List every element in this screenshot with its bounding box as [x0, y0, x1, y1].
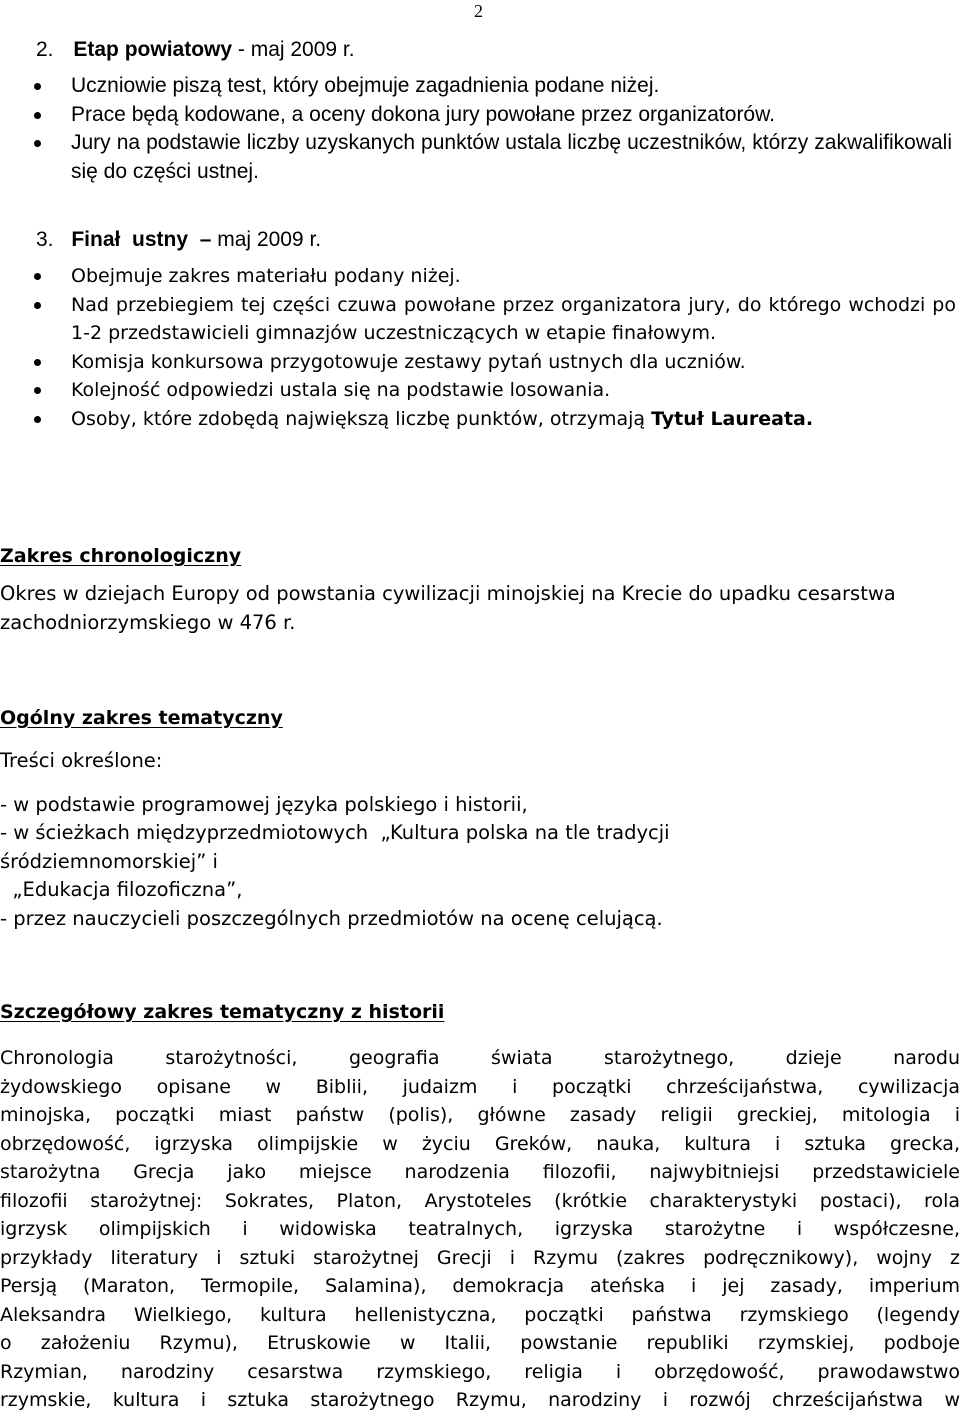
list-item: Osoby, które zdobędą największą liczbę punktów, otrzymają Tytuł Laureata.	[0, 405, 956, 434]
text-line: żydowskiego opisane w Biblii, judaizm i początki chrześcijaństwa, cywilizacja	[0, 1075, 960, 1098]
list-item: Jury na podstawie liczby uzyskanych punktów ustala liczbę uczestników, którzy zakwalifikowali się do części ustnej.	[0, 129, 952, 186]
stage-2-heading	[0, 36, 960, 64]
laureate-title: Tytuł Laureata.	[651, 407, 814, 430]
text-line: - przez nauczycieli poszczególnych przedmiotów na ocenę celującą.	[0, 906, 663, 930]
stage-2-number: 2.	[36, 38, 54, 61]
general-scope-heading: Ogólny zakres tematyczny	[0, 707, 283, 729]
text-line: przykłady literatury i sztuki starożytnej Grecji i Rzymu (zakres podręcznikowy), wojny z	[0, 1246, 960, 1269]
text-line: minojska, początki miast państw (polis), główne zasady religii greckiej, mitologia i	[0, 1104, 960, 1126]
list-item: Obejmuje zakres materiału podany niżej.	[0, 262, 956, 291]
text-line: Rzymian, narodziny cesarstwa rzymskiego, religia i obrzędowość, prawodawstwo	[0, 1360, 960, 1383]
stage-3-title: Finał ustny –	[71, 228, 212, 251]
chronology-text: Okres w dziejach Europy od powstania cywilizacji minojskiej na Krecie do upadku cesarstwa zachodniorzymskiego w 476 r.	[0, 582, 896, 634]
list-item: Uczniowie piszą test, który obejmuje zagadnienia podane niżej.	[0, 72, 952, 101]
general-scope-subheading: Treści określone:	[0, 749, 163, 772]
text-line: igrzysk olimpijskich i widowiska teatralnych, igrzyska starożytne i współczesne,	[0, 1218, 960, 1240]
list-item: Prace będą kodowane, a oceny dokona jury powołane przez organizatorów.	[0, 101, 952, 130]
detailed-scope-text	[0, 1044, 960, 1415]
detailed-scope-section	[0, 998, 960, 1415]
text-line: Persją (Maraton, Termopile, Salamina), demokracja ateńska i jej zasady, imperium	[0, 1275, 960, 1297]
list-item: Komisja konkursowa przygotowuje zestawy pytań ustnych dla uczniów.	[0, 348, 956, 377]
text-line: obrzędowość, igrzyska olimpijskie w życiu Greków, nauka, kultura i sztuka grecka,	[0, 1132, 960, 1155]
stage-3-section	[0, 226, 960, 433]
text-line: - w podstawie programowej języka polskiego i historii,	[0, 792, 528, 816]
stage-2-title: Etap powiatowy	[73, 38, 233, 61]
bullet-icon	[34, 302, 41, 309]
bullet-icon	[34, 359, 41, 366]
bullet-icon	[34, 140, 41, 147]
stage-2-section	[0, 36, 960, 186]
stage-3-list	[0, 262, 960, 433]
stage-2-date: - maj 2009 r.	[232, 38, 355, 61]
stage-2-list	[0, 72, 960, 186]
bullet-icon	[34, 273, 41, 280]
text-line: o założeniu Rzymu), Etruskowie w Italii, powstanie republiki rzymskiej, podboje	[0, 1332, 960, 1354]
detailed-scope-heading: Szczegółowy zakres tematyczny z historii	[0, 1001, 445, 1023]
text-line: starożytna Grecja jako miejsce narodzenia filozofii, najwybitniejsi przedstawiciele	[0, 1161, 960, 1183]
text-line: „Edukacja filozoficzna”,	[0, 878, 243, 901]
stage-3-heading	[0, 226, 960, 254]
list-item: Nad przebiegiem tej części czuwa powołane przez organizatora jury, do którego wchodzi po 1-2 przedstawicieli gimnazjów uczestniczących w etapie finałowym.	[0, 291, 956, 348]
chronology-section	[0, 542, 960, 637]
general-scope-section	[0, 704, 960, 933]
bullet-icon	[34, 416, 41, 423]
page-number: 2	[474, 1, 483, 21]
stage-3-number: 3.	[36, 228, 54, 251]
text-line: rzymskie, kultura i sztuka starożytnego Rzymu, narodziny i rozwój chrześcijaństwa w	[0, 1389, 960, 1411]
bullet-icon	[34, 83, 41, 90]
text-line: Aleksandra Wielkiego, kultura hellenistyczna, początki państwa rzymskiego (legendy	[0, 1303, 960, 1326]
list-item: Kolejność odpowiedzi ustala się na podstawie losowania.	[0, 376, 956, 405]
text-line: filozofii starożytnej: Sokrates, Platon, Arystoteles (krótkie charakterystyki postaci), rola	[0, 1189, 960, 1212]
chronology-heading: Zakres chronologiczny	[0, 545, 242, 567]
bullet-icon	[34, 112, 41, 119]
text-line: - w ścieżkach międzyprzedmiotowych „Kultura polska na tle tradycji	[0, 821, 670, 844]
stage-3-date: maj 2009 r.	[211, 228, 322, 251]
bullet-icon	[34, 387, 41, 394]
text-line: śródziemnomorskiej” i	[0, 849, 218, 873]
text-line: Chronologia starożytności, geografia świata starożytnego, dzieje narodu	[0, 1047, 960, 1069]
general-scope-lines	[0, 791, 960, 934]
